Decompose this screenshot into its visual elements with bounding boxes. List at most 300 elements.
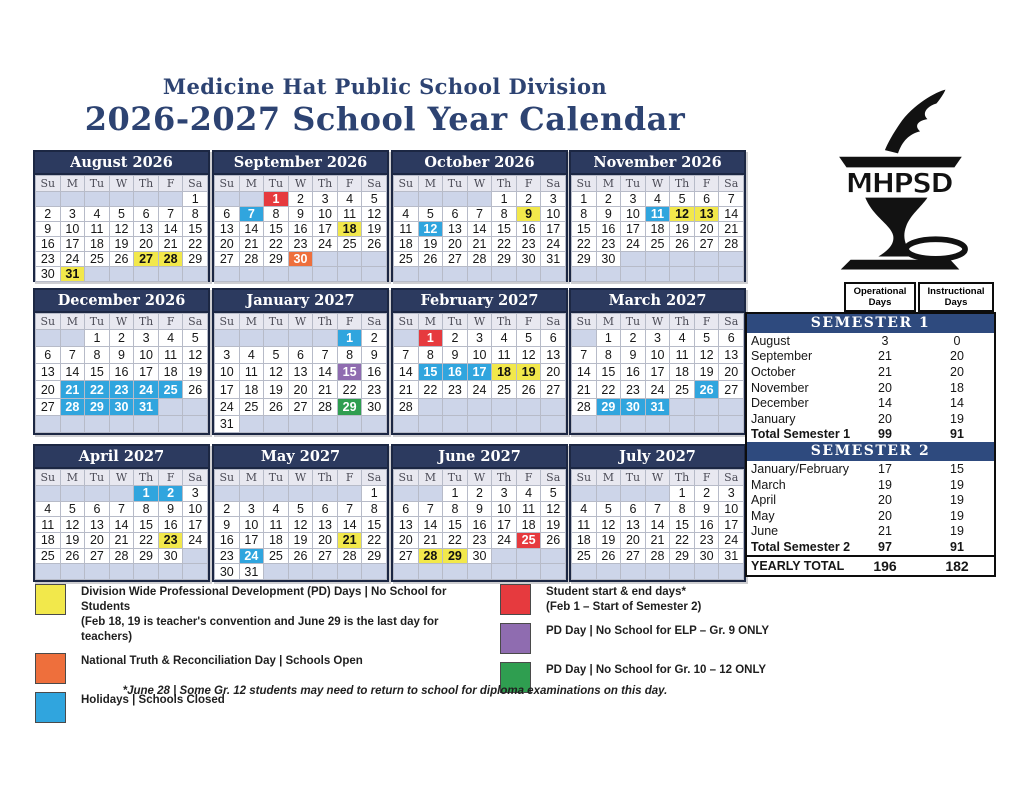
day-cell-empty: [646, 267, 670, 281]
day-cell: 26: [264, 399, 288, 415]
month-title: March 2027: [571, 290, 744, 313]
day-cell-empty: [36, 330, 60, 346]
row-label: April: [751, 493, 777, 508]
day-cell-empty: [719, 564, 743, 579]
day-cell: 25: [670, 381, 694, 397]
day-cell: 16: [597, 222, 621, 236]
day-cell: 4: [670, 330, 694, 346]
day-cell-empty: [338, 416, 362, 432]
day-cell: 4: [572, 502, 596, 517]
month-january-2027: [212, 288, 389, 435]
day-cell: 8: [419, 347, 443, 363]
day-cell-highlight-blue: 29: [597, 399, 621, 415]
weekday-header: Sa: [719, 470, 743, 485]
weekday-header: M: [240, 470, 264, 485]
day-cell-highlight-blue: 1: [338, 330, 362, 346]
day-cell-empty: [646, 416, 670, 432]
weekday-header: Tu: [443, 314, 467, 329]
day-cell: 19: [597, 533, 621, 548]
weekday-header: Th: [492, 314, 516, 329]
summary-table: [745, 286, 996, 577]
day-cell: 11: [264, 517, 288, 532]
day-cell-highlight-blue: 1: [134, 486, 158, 501]
day-cell: 28: [313, 399, 337, 415]
month-day-grid: [35, 469, 208, 580]
day-cell: 3: [541, 192, 565, 206]
instructional-days-line1: Instructional: [927, 286, 985, 297]
day-cell-empty: [313, 330, 337, 346]
legend-left-column: [35, 584, 475, 731]
day-cell: 19: [61, 533, 85, 548]
logo-text: MHPSD: [845, 166, 952, 200]
day-cell: 17: [313, 222, 337, 236]
weekday-header: M: [240, 176, 264, 191]
day-cell-highlight-yellow: 31: [61, 267, 85, 281]
day-cell-highlight-blue: 31: [134, 399, 158, 415]
weekday-header: F: [517, 176, 541, 191]
weekday-header: Th: [313, 314, 337, 329]
day-cell: 9: [443, 347, 467, 363]
day-cell: 5: [517, 330, 541, 346]
day-cell: 28: [646, 549, 670, 564]
day-cell: 17: [492, 517, 516, 532]
day-cell-empty: [419, 486, 443, 501]
day-cell: 7: [468, 207, 492, 221]
day-cell-empty: [313, 416, 337, 432]
weekday-header: Su: [572, 470, 596, 485]
instructional-days-value: 19: [950, 477, 964, 492]
day-cell: 7: [61, 347, 85, 363]
month-day-grid: [393, 313, 566, 433]
day-cell-empty: [215, 486, 239, 501]
day-cell: 20: [215, 237, 239, 251]
weekday-header: F: [159, 314, 183, 329]
day-cell: 24: [61, 252, 85, 266]
day-cell: 12: [695, 347, 719, 363]
day-cell: 2: [468, 486, 492, 501]
day-cell-empty: [646, 486, 670, 501]
day-cell: 8: [338, 347, 362, 363]
day-cell-empty: [492, 267, 516, 281]
day-cell: 14: [240, 222, 264, 236]
weekday-header: M: [419, 314, 443, 329]
day-cell: 16: [621, 364, 645, 380]
weekday-header: Sa: [719, 176, 743, 191]
day-cell: 15: [362, 517, 386, 532]
day-cell: 21: [110, 533, 134, 548]
legend-label-line: Division Wide Professional Development (PD) Days | No School for Students: [81, 586, 447, 613]
day-cell-empty: [621, 416, 645, 432]
month-day-grid: [35, 313, 208, 433]
day-cell: 5: [419, 207, 443, 221]
weekday-header: Sa: [362, 314, 386, 329]
weekday-header: Th: [134, 314, 158, 329]
weekday-header: F: [338, 470, 362, 485]
day-cell: 20: [695, 222, 719, 236]
day-cell-empty: [621, 252, 645, 266]
day-cell-empty: [419, 399, 443, 415]
day-cell-empty: [597, 416, 621, 432]
legend-label-line: PD Day | No School for ELP – Gr. 9 ONLY: [546, 625, 770, 637]
day-cell: 17: [61, 237, 85, 251]
legend-swatch-yellow: [35, 584, 66, 615]
day-cell: 19: [110, 237, 134, 251]
day-cell-empty: [110, 486, 134, 501]
day-cell-empty: [670, 416, 694, 432]
day-cell: 23: [362, 381, 386, 397]
day-cell-empty: [110, 564, 134, 579]
day-cell: 1: [362, 486, 386, 501]
day-cell: 26: [670, 237, 694, 251]
legend-label-line: Student start & end days*: [546, 586, 686, 598]
day-cell-empty: [110, 416, 134, 432]
day-cell-empty: [492, 399, 516, 415]
day-cell: 13: [541, 347, 565, 363]
weekday-header: Sa: [183, 470, 207, 485]
day-cell: 24: [541, 237, 565, 251]
row-label: January/February: [751, 461, 849, 476]
weekday-header: Tu: [443, 470, 467, 485]
day-cell-empty: [240, 267, 264, 281]
day-cell: 26: [362, 237, 386, 251]
row-label: Total Semester 2: [751, 539, 850, 554]
day-cell: 30: [468, 549, 492, 564]
day-cell: 9: [36, 222, 60, 236]
legend-label: [81, 653, 363, 669]
day-cell: 16: [362, 364, 386, 380]
day-cell-empty: [36, 192, 60, 206]
day-cell: 14: [394, 364, 418, 380]
day-cell: 27: [541, 381, 565, 397]
day-cell: 21: [159, 237, 183, 251]
month-title: November 2026: [571, 152, 744, 175]
legend-label: [81, 584, 475, 645]
day-cell: 18: [159, 364, 183, 380]
day-cell: 11: [338, 207, 362, 221]
day-cell: 13: [719, 347, 743, 363]
semester1-row: [747, 411, 994, 427]
weekday-header: Th: [492, 470, 516, 485]
day-cell: 6: [313, 502, 337, 517]
month-may-2027: [212, 444, 389, 582]
day-cell: 3: [468, 330, 492, 346]
day-cell: 14: [110, 517, 134, 532]
day-cell-empty: [110, 267, 134, 281]
operational-days-value: 97: [878, 539, 892, 554]
day-cell: 16: [289, 222, 313, 236]
day-cell-empty: [517, 549, 541, 564]
operational-days-value: 14: [878, 396, 892, 411]
day-cell-empty: [240, 486, 264, 501]
month-march-2027: [569, 288, 746, 435]
instructional-days-value: 19: [950, 508, 964, 523]
day-cell-empty: [240, 416, 264, 432]
weekday-header: M: [419, 470, 443, 485]
month-october-2026: [391, 150, 568, 282]
day-cell-empty: [289, 267, 313, 281]
day-cell: 13: [289, 364, 313, 380]
day-cell: 19: [183, 364, 207, 380]
day-cell: 18: [394, 237, 418, 251]
day-cell: 5: [183, 330, 207, 346]
day-cell: 22: [338, 381, 362, 397]
day-cell-empty: [394, 267, 418, 281]
weekday-header: W: [110, 314, 134, 329]
day-cell: 23: [621, 381, 645, 397]
day-cell: 16: [695, 517, 719, 532]
day-cell-empty: [646, 252, 670, 266]
day-cell-empty: [468, 267, 492, 281]
day-cell-highlight-yellow: 9: [517, 207, 541, 221]
day-cell-empty: [621, 486, 645, 501]
weekday-header: F: [517, 314, 541, 329]
day-cell: 5: [289, 502, 313, 517]
day-cell: 1: [572, 192, 596, 206]
day-cell-highlight-blue: 29: [85, 399, 109, 415]
weekday-header: F: [338, 176, 362, 191]
day-cell-empty: [36, 416, 60, 432]
day-cell: 1: [670, 486, 694, 501]
day-cell-highlight-blue: 30: [110, 399, 134, 415]
day-cell: 8: [264, 207, 288, 221]
day-cell: 19: [362, 222, 386, 236]
day-cell: 2: [289, 192, 313, 206]
day-cell: 22: [362, 533, 386, 548]
day-cell: 25: [338, 237, 362, 251]
yearly-total-row: [747, 555, 994, 575]
day-cell: 24: [468, 381, 492, 397]
logo-top-bar: [839, 157, 962, 168]
day-cell: 22: [492, 237, 516, 251]
day-cell: 14: [338, 517, 362, 532]
day-cell: 20: [85, 533, 109, 548]
logo-base-bar: [841, 260, 960, 270]
weekday-header: Su: [36, 470, 60, 485]
day-cell: 9: [159, 502, 183, 517]
day-cell: 3: [646, 330, 670, 346]
legend-item-yellow: [35, 584, 475, 645]
day-cell: 11: [85, 222, 109, 236]
day-cell: 9: [695, 502, 719, 517]
instructional-days-value: 19: [950, 411, 964, 426]
day-cell-highlight-yellow: 18: [492, 364, 516, 380]
day-cell-empty: [313, 486, 337, 501]
day-cell-empty: [289, 486, 313, 501]
day-cell: 11: [159, 347, 183, 363]
legend-label-line: National Truth & Reconciliation Day | Schools Open: [81, 655, 363, 667]
day-cell-empty: [264, 330, 288, 346]
day-cell-empty: [61, 486, 85, 501]
day-cell: 23: [215, 549, 239, 564]
day-cell: 7: [110, 502, 134, 517]
weekday-header: Tu: [85, 176, 109, 191]
legend-label-line: Holidays | Schools Closed: [81, 694, 225, 706]
day-cell: 31: [719, 549, 743, 564]
day-cell-empty: [419, 267, 443, 281]
day-cell-empty: [289, 564, 313, 579]
day-cell-empty: [289, 416, 313, 432]
day-cell: 5: [541, 486, 565, 501]
day-cell-empty: [61, 192, 85, 206]
day-cell: 12: [362, 207, 386, 221]
semester1-row: [747, 349, 994, 365]
weekday-header: W: [289, 176, 313, 191]
day-cell: 22: [264, 237, 288, 251]
day-cell: 29: [670, 549, 694, 564]
day-cell-empty: [183, 267, 207, 281]
day-cell-empty: [264, 416, 288, 432]
day-cell-empty: [338, 267, 362, 281]
weekday-header: M: [597, 470, 621, 485]
day-cell: 24: [719, 533, 743, 548]
day-cell: 26: [419, 252, 443, 266]
day-cell-empty: [443, 399, 467, 415]
day-cell-empty: [597, 486, 621, 501]
instructional-days-line2: Days: [944, 297, 968, 308]
day-cell-empty: [719, 252, 743, 266]
weekday-header: F: [695, 470, 719, 485]
day-cell-highlight-blue: 17: [468, 364, 492, 380]
day-cell: 17: [646, 364, 670, 380]
day-cell-highlight-blue: 15: [419, 364, 443, 380]
day-cell: 3: [134, 330, 158, 346]
day-cell: 20: [443, 237, 467, 251]
legend-label: [546, 662, 766, 678]
day-cell: 20: [134, 237, 158, 251]
day-cell: 25: [646, 237, 670, 251]
day-cell-empty: [443, 564, 467, 579]
day-cell-highlight-yellow: 12: [670, 207, 694, 221]
day-cell: 28: [240, 252, 264, 266]
day-cell: 5: [362, 192, 386, 206]
weekday-header: Su: [572, 176, 596, 191]
operational-days-value: 17: [878, 461, 892, 476]
day-cell: 4: [517, 486, 541, 501]
row-label: March: [751, 477, 786, 492]
day-cell: 30: [215, 564, 239, 579]
month-day-grid: [35, 175, 208, 282]
day-cell-empty: [61, 330, 85, 346]
day-cell: 12: [183, 347, 207, 363]
weekday-header: Th: [313, 176, 337, 191]
day-cell: 2: [621, 330, 645, 346]
day-cell: 27: [215, 252, 239, 266]
weekday-header: Tu: [621, 470, 645, 485]
day-cell-empty: [159, 399, 183, 415]
day-cell-empty: [159, 564, 183, 579]
day-cell-empty: [215, 330, 239, 346]
day-cell-empty: [695, 399, 719, 415]
day-cell: 6: [621, 502, 645, 517]
operational-days-value: 21: [878, 349, 892, 364]
day-cell: 28: [338, 549, 362, 564]
day-cell: 29: [362, 549, 386, 564]
semester1-row: [747, 364, 994, 380]
month-title: October 2026: [393, 152, 566, 175]
weekday-header: Tu: [85, 470, 109, 485]
day-cell: 18: [517, 517, 541, 532]
day-cell-empty: [240, 330, 264, 346]
day-cell-empty: [719, 267, 743, 281]
day-cell-empty: [695, 252, 719, 266]
day-cell-empty: [541, 267, 565, 281]
instructional-days-value: 15: [950, 461, 964, 476]
day-cell-empty: [362, 252, 386, 266]
day-cell: 2: [215, 502, 239, 517]
day-cell: 30: [517, 252, 541, 266]
semester1-row: [747, 395, 994, 411]
row-label: YEARLY TOTAL: [751, 558, 845, 573]
day-cell: 30: [159, 549, 183, 564]
day-cell-highlight-blue: 22: [85, 381, 109, 397]
row-label: October: [751, 364, 796, 379]
weekday-header: Sa: [541, 176, 565, 191]
day-cell-empty: [264, 564, 288, 579]
day-cell: 12: [541, 502, 565, 517]
day-cell: 12: [264, 364, 288, 380]
day-cell-empty: [183, 399, 207, 415]
month-title: May 2027: [214, 446, 387, 469]
legend-label: [546, 623, 769, 639]
day-cell: 14: [646, 517, 670, 532]
weekday-header: M: [61, 470, 85, 485]
day-cell-empty: [85, 267, 109, 281]
day-cell-empty: [61, 564, 85, 579]
month-title: January 2027: [214, 290, 387, 313]
row-label: November: [751, 380, 809, 395]
day-cell: 7: [394, 347, 418, 363]
day-cell-empty: [621, 564, 645, 579]
day-cell-empty: [338, 486, 362, 501]
month-day-grid: [571, 175, 744, 282]
day-cell: 13: [215, 222, 239, 236]
day-cell: 22: [419, 381, 443, 397]
day-cell-empty: [468, 416, 492, 432]
day-cell: 16: [36, 237, 60, 251]
month-november-2026: [569, 150, 746, 282]
day-cell: 8: [572, 207, 596, 221]
day-cell-empty: [85, 192, 109, 206]
day-cell: 6: [215, 207, 239, 221]
month-day-grid: [214, 469, 387, 580]
weekday-header: W: [646, 470, 670, 485]
month-june-2027: [391, 444, 568, 582]
day-cell: 31: [215, 416, 239, 432]
day-cell: 25: [36, 549, 60, 564]
weekday-header: W: [289, 470, 313, 485]
day-cell: 19: [670, 222, 694, 236]
day-cell-empty: [572, 330, 596, 346]
day-cell: 28: [719, 237, 743, 251]
weekday-header: Tu: [264, 470, 288, 485]
day-cell-highlight-blue: 24: [240, 549, 264, 564]
weekday-header: Sa: [541, 314, 565, 329]
day-cell-highlight-yellow: 27: [134, 252, 158, 266]
day-cell: 13: [85, 517, 109, 532]
day-cell: 26: [597, 549, 621, 564]
day-cell-empty: [419, 416, 443, 432]
day-cell: 4: [159, 330, 183, 346]
day-cell: 24: [183, 533, 207, 548]
weekday-header: Tu: [443, 176, 467, 191]
day-cell: 26: [289, 549, 313, 564]
day-cell-empty: [85, 564, 109, 579]
day-cell: 9: [215, 517, 239, 532]
day-cell: 18: [240, 381, 264, 397]
weekday-header: F: [159, 470, 183, 485]
day-cell: 8: [670, 502, 694, 517]
day-cell: 11: [517, 502, 541, 517]
